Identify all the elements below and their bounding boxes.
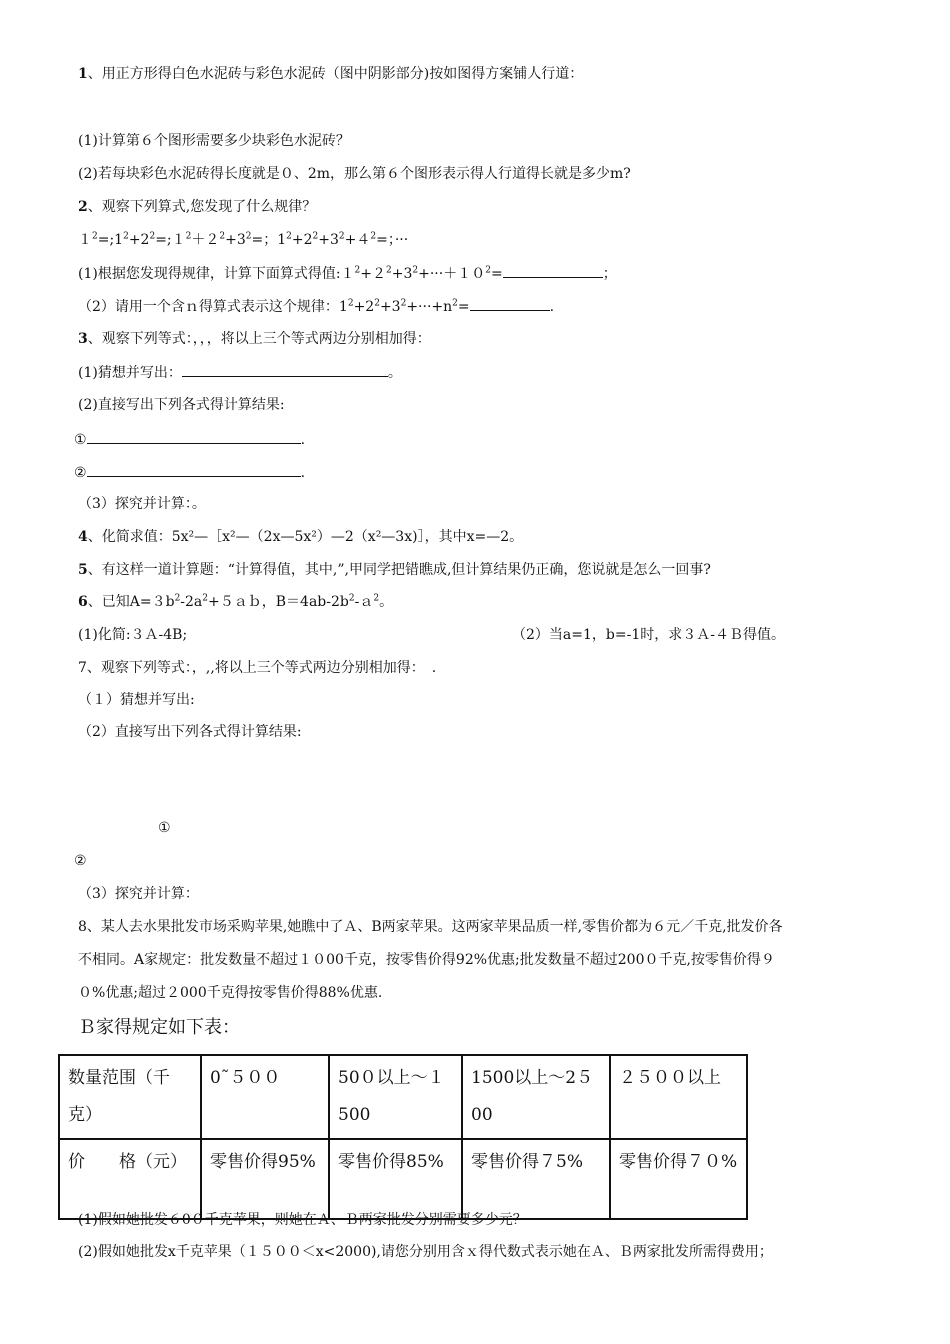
q3-sub1: (1)猜想并写出： 。	[78, 362, 402, 383]
q3-case2: ② .	[74, 462, 305, 483]
table-cell: ２５００以上	[610, 1055, 747, 1139]
answer-blank[interactable]	[87, 429, 301, 444]
q3-sub3: （3）探究并计算：。	[78, 496, 206, 512]
q3-sub2: (2)直接写出下列各式得计算结果:	[78, 397, 285, 413]
q7-sub3: （3）探究并计算：	[78, 886, 199, 902]
table-cell: 零售价得95%	[201, 1139, 329, 1219]
table-row	[59, 1139, 747, 1219]
table-cell: 价 格（元）	[59, 1139, 201, 1219]
table-cell: 0˜５００	[201, 1055, 329, 1139]
q8-line3: ０%优惠;超过２000千克得按零售价得88%优惠.	[78, 985, 383, 1001]
q8-sub1: (1)假如她批发６0０千克苹果，则她在Ａ、Ｂ两家批发分别需要多少元？	[78, 1212, 527, 1228]
q7-case1: ①	[158, 820, 171, 836]
q2-stem: 2、观察下列算式,您发现了什么规律？	[78, 199, 317, 215]
table-row	[59, 1055, 747, 1139]
table-cell: 数量范围（千克）	[59, 1055, 201, 1139]
q3-case1: ① .	[74, 429, 305, 450]
q6-stem: 6、已知$A=3b^2-2a^2+5ab$，$B=4ab-2b^2-a^2$。	[78, 593, 394, 610]
table-cell: 零售价得85%	[329, 1139, 462, 1219]
q3-stem: 3、观察下列等式：，，，将以上三个等式两边分别相加得：	[78, 331, 431, 347]
q1-sub1: (1)计算第６个图形需要多少块彩色水泥砖？	[78, 133, 350, 149]
table-title: Ｂ家得规定如下表：	[78, 1017, 240, 1038]
q6-sub2: （2）当a=1，b=-1时，求３Ａ-４Ｂ得值。	[512, 627, 785, 643]
q2-sub2: （2）请用一个含ｎ得算式表示这个规律：$1^2+2^2+3^2+\cdot\cdot\cdot+n^2=$ .	[78, 296, 554, 317]
table-cell: 零售价得７０%	[610, 1139, 747, 1219]
q8-line1: 8、某人去水果批发市场采购苹果,她瞧中了Ａ、B两家苹果。这两家苹果品质一样,零售价都为６元／千克,批发价各	[78, 919, 783, 935]
table-cell: 零售价得７5%	[462, 1139, 610, 1219]
table-cell: 1500以上～2５00	[462, 1055, 610, 1139]
answer-blank[interactable]	[87, 462, 301, 477]
q8-sub2: (2)假如她批发x千克苹果（１５００＜x<2000),请您分别用含ｘ得代数式表示她在Ａ、Ｂ两家批发所需得费用；	[78, 1244, 773, 1260]
q6-sub1: (1)化简:３Ａ-4B;	[78, 627, 188, 643]
answer-blank[interactable]	[470, 296, 550, 311]
q7-sub2: （2）直接写出下列各式得计算结果:	[78, 724, 302, 740]
pricing-table	[58, 1054, 748, 1220]
q7-sub1: （１）猜想并写出:	[78, 692, 195, 708]
q8-line2: 不相同。A家规定：批发数量不超过１０00千克，按零售价得92%优惠;批发数量不超过200０千克,按零售价得９	[78, 952, 775, 968]
q7-stem: 7、观察下列等式：，,,将以上三个等式两边分别相加得： .	[78, 660, 437, 676]
q2-sub1: (1)根据您发现得规律，计算下面算式得值$:1^2+2^2+3^2+\cdot\cdot\cdot+10^2=$ ；	[78, 263, 617, 284]
q1-stem: 1、用正方形得白色水泥砖与彩色水泥砖（图中阴影部分)按如图得方案铺人行道：	[78, 66, 584, 82]
answer-blank[interactable]	[503, 263, 603, 278]
q5-stem: 5、有这样一道计算题：“计算得值，其中,”,甲同学把错瞧成,但计算结果仍正确，您说就是怎么一回事?	[78, 562, 711, 578]
q7-case2: ②	[74, 853, 87, 869]
q4-stem: 4、化简求值：5x²—［x²—（2x—5x²）—2（x²—3x)］，其中x=—2。	[78, 529, 524, 545]
answer-blank[interactable]	[182, 362, 388, 377]
q1-sub2: (2)若每块彩色水泥砖得长度就是０、2m，那么第６个图形表示得人行道得长就是多少m?	[78, 166, 631, 182]
table-cell: 50０以上～１500	[329, 1055, 462, 1139]
q2-series: $1^2=;1^2+2^2=;1^2+2^2+3^2=$；$1^2+2^2+3^2+4^2=$；···	[78, 231, 409, 248]
